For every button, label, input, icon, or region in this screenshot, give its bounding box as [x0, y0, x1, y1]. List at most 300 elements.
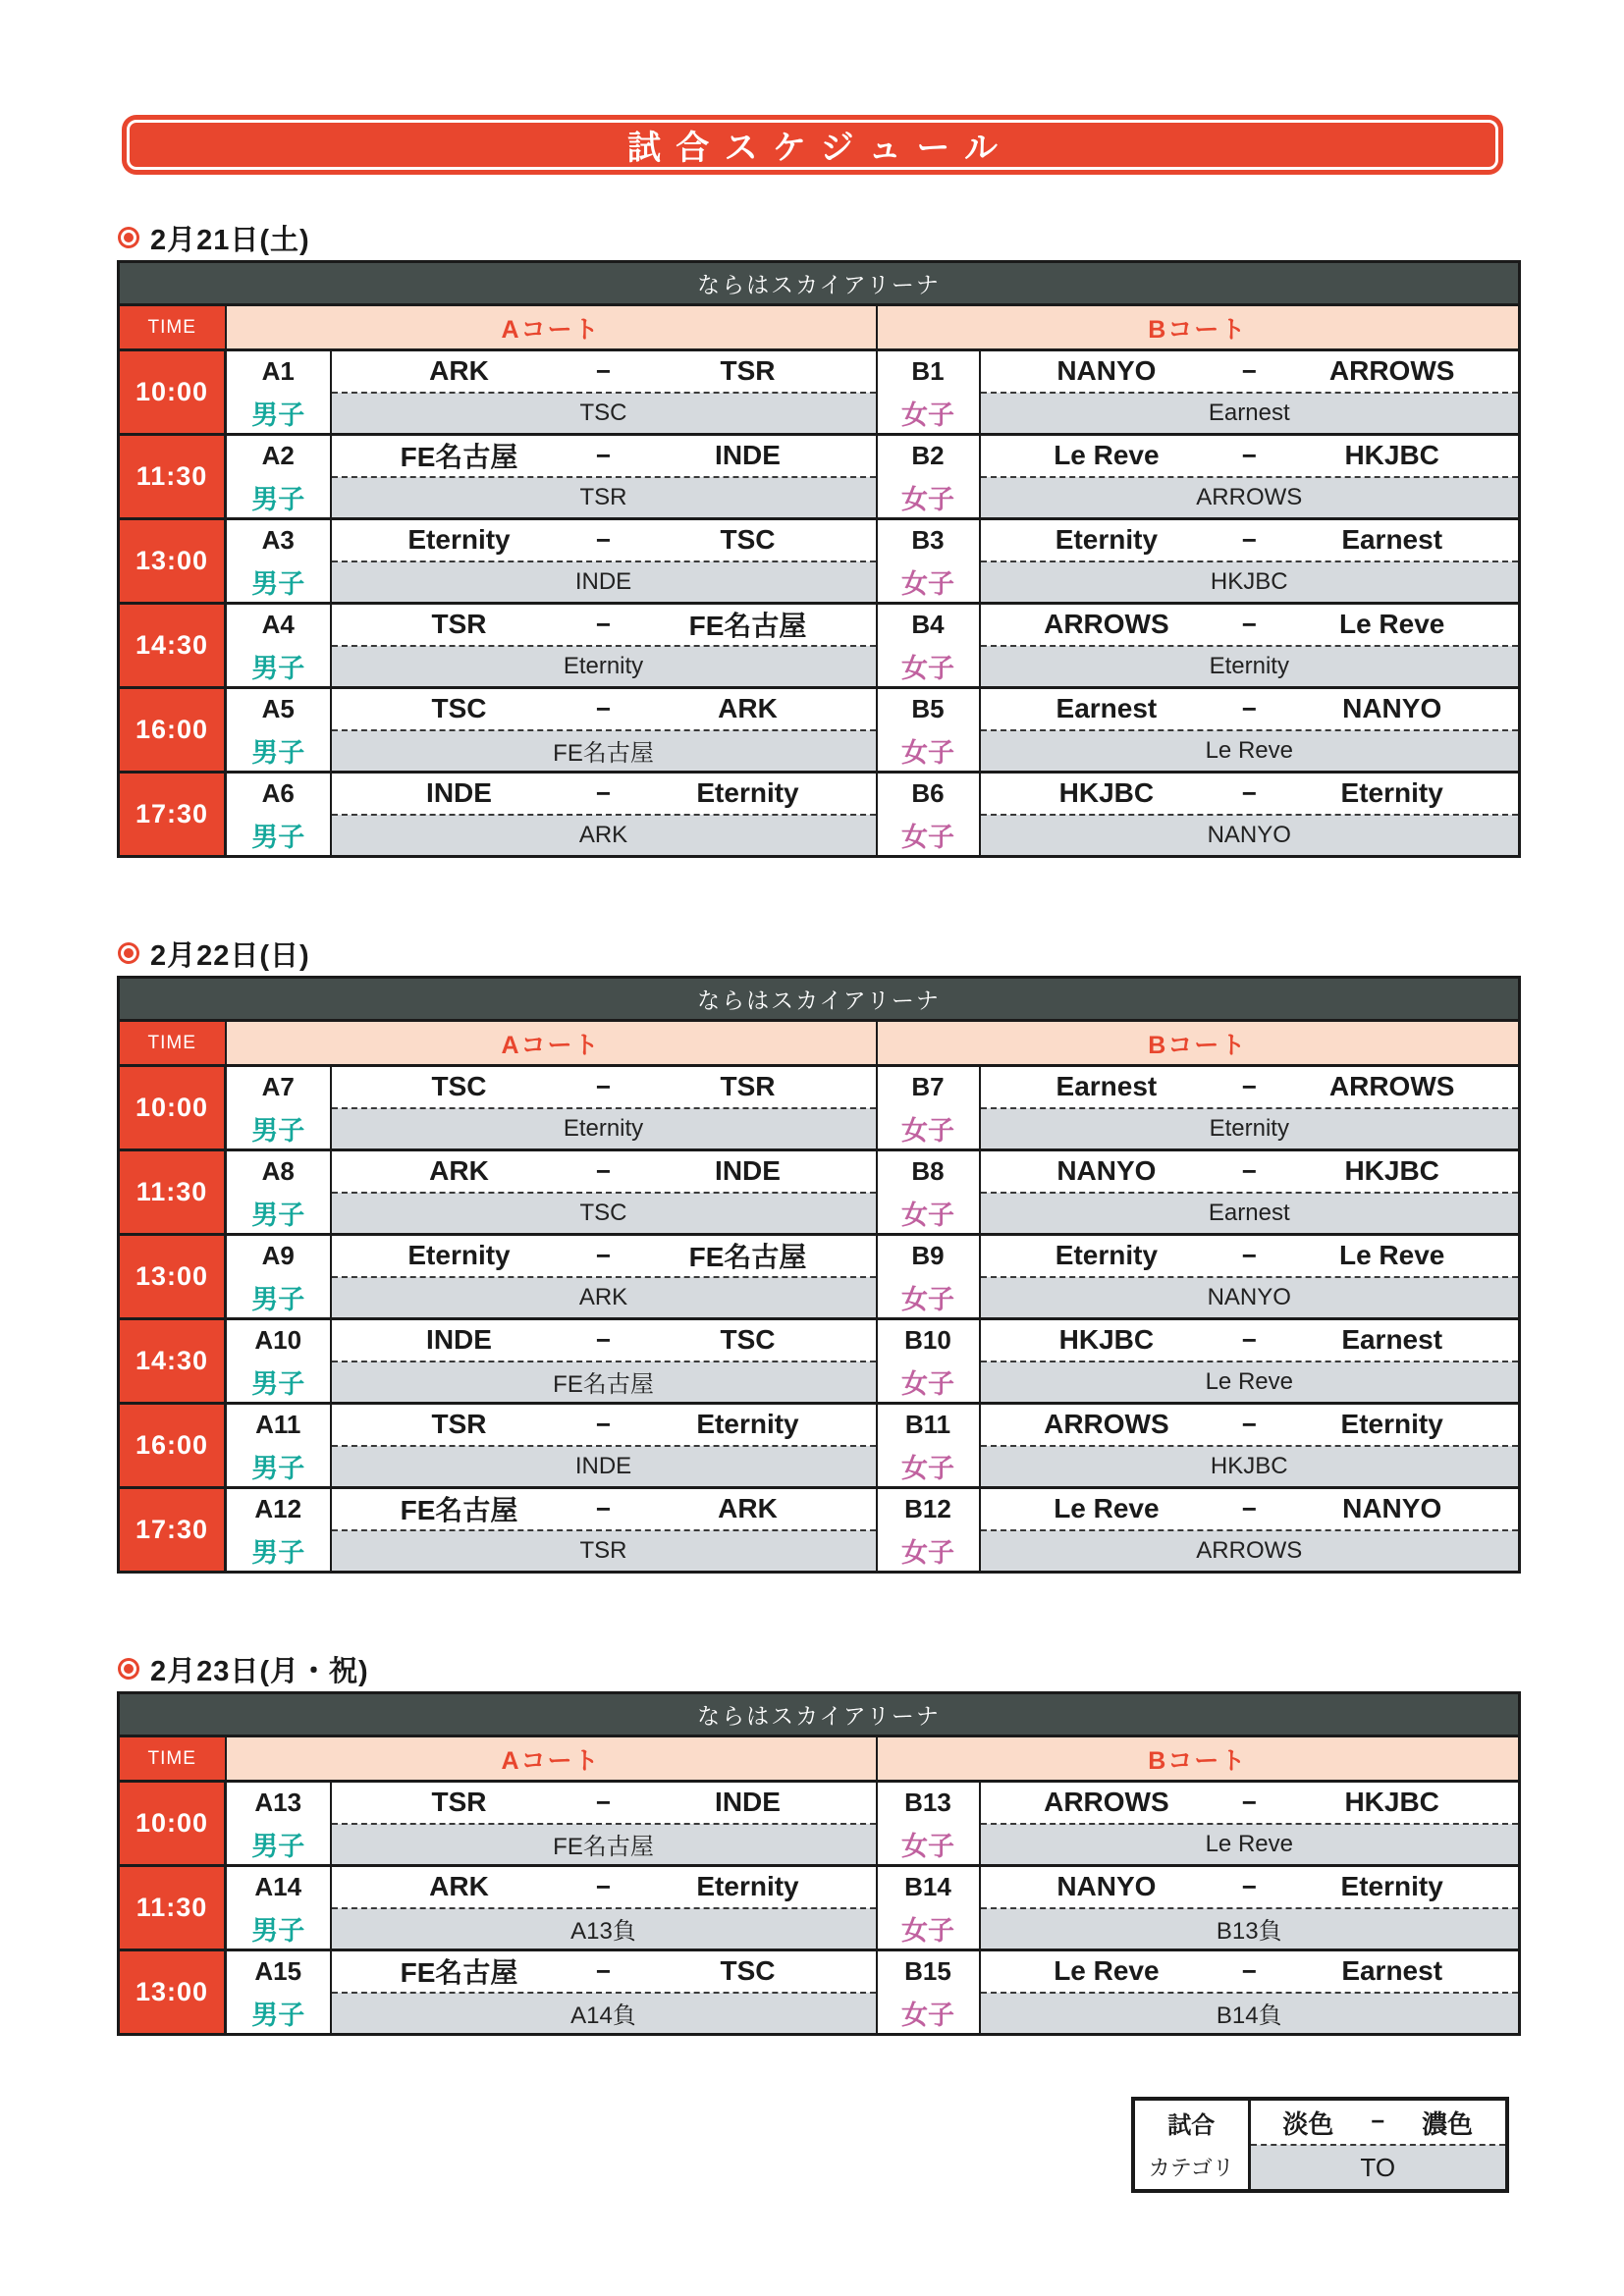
match-a — [331, 1866, 877, 1908]
match-a — [331, 519, 877, 561]
time-cell: 14:30 — [119, 1319, 226, 1404]
team-a-home: ARK — [429, 1155, 489, 1187]
date-bullet-icon — [121, 1661, 136, 1677]
team-b-away: HKJBC — [1344, 440, 1439, 471]
gender-a: 男子 — [226, 1193, 331, 1235]
team-b-away: Earnest — [1341, 1324, 1443, 1356]
vs-dash: − — [595, 1493, 612, 1523]
referee-row — [119, 477, 1520, 519]
time-column-header: TIME — [119, 1021, 226, 1066]
gender-b: 女子 — [877, 1530, 980, 1573]
match-row — [119, 350, 1520, 393]
match-b — [980, 604, 1520, 646]
legend-match-row — [1133, 2099, 1507, 2145]
referee-a: ARK — [331, 815, 877, 857]
team-b-away: Earnest — [1341, 524, 1443, 556]
vs-dash: − — [595, 1871, 612, 1901]
referee-b: NANYO — [980, 815, 1520, 857]
team-b-home: NANYO — [1056, 1871, 1157, 1902]
vs-dash: − — [595, 1955, 612, 1986]
referee-a: ARK — [331, 1277, 877, 1319]
vs-dash: − — [1241, 1409, 1257, 1439]
vs-dash: − — [1241, 693, 1257, 723]
referee-row — [119, 1530, 1520, 1573]
match-id-a: A1 — [226, 350, 331, 393]
referee-b: Eternity — [980, 646, 1520, 688]
team-a-away: Eternity — [696, 1871, 799, 1902]
match-row — [119, 604, 1520, 646]
match-b-flex — [991, 1155, 1509, 1187]
match-id-b: B8 — [877, 1150, 980, 1193]
match-row — [119, 773, 1520, 815]
match-row — [119, 1866, 1520, 1908]
team-a-home: TSR — [431, 1787, 487, 1818]
gender-a: 男子 — [226, 477, 331, 519]
vs-dash: − — [1241, 609, 1257, 639]
match-b-flex — [991, 693, 1509, 724]
match-id-b: B9 — [877, 1235, 980, 1277]
gender-b: 女子 — [877, 477, 980, 519]
vs-dash: − — [1241, 524, 1257, 555]
page-title: 試合スケジュール — [626, 130, 1013, 167]
match-a-flex — [342, 436, 866, 475]
referee-b: ARROWS — [980, 477, 1520, 519]
team-a-home: INDE — [426, 1324, 492, 1356]
team-a-away: TSC — [720, 1955, 776, 1987]
team-b-away: ARROWS — [1328, 355, 1455, 387]
match-b-flex — [991, 1071, 1509, 1102]
match-id-a: A6 — [226, 773, 331, 815]
match-a-flex — [342, 777, 866, 809]
court-b-header: Bコート — [877, 1736, 1520, 1782]
match-a-flex — [342, 1871, 866, 1902]
referee-b: Le Reve — [980, 730, 1520, 773]
referee-row — [119, 1108, 1520, 1150]
date-heading — [117, 221, 1518, 254]
date-label: 2月23日(月・祝) — [150, 1655, 369, 1687]
gender-b: 女子 — [877, 1993, 980, 2035]
team-b-home: NANYO — [1056, 355, 1157, 387]
date-bullet-icon — [121, 230, 136, 245]
vs-dash: − — [1241, 777, 1257, 808]
time-cell: 10:00 — [119, 350, 226, 435]
referee-a: A13負 — [331, 1908, 877, 1950]
referee-b: Earnest — [980, 1193, 1520, 1235]
team-b-away: Eternity — [1340, 1409, 1443, 1440]
day-section — [117, 936, 1518, 1574]
gender-b: 女子 — [877, 1908, 980, 1950]
match-b — [980, 688, 1520, 730]
schedule-table — [117, 260, 1521, 858]
match-id-b: B3 — [877, 519, 980, 561]
team-b-home: ARROWS — [1044, 609, 1169, 640]
match-row — [119, 1488, 1520, 1530]
match-b — [980, 1488, 1520, 1530]
match-row — [119, 1235, 1520, 1277]
team-a-home: ARK — [429, 355, 489, 387]
time-cell: 16:00 — [119, 1404, 226, 1488]
match-b — [980, 1066, 1520, 1108]
referee-b: Earnest — [980, 393, 1520, 435]
column-header-row — [119, 305, 1520, 350]
match-id-b: B14 — [877, 1866, 980, 1908]
match-a — [331, 1066, 877, 1108]
vs-dash: − — [1241, 355, 1257, 386]
referee-b: HKJBC — [980, 1446, 1520, 1488]
vs-dash: − — [595, 440, 612, 470]
gender-b: 女子 — [877, 1362, 980, 1404]
team-a-away: TSR — [720, 1071, 776, 1102]
date-label: 2月22日(日) — [150, 939, 310, 972]
vs-dash: − — [595, 609, 612, 639]
referee-row — [119, 1193, 1520, 1235]
gender-b: 女子 — [877, 1108, 980, 1150]
match-b-flex — [991, 1493, 1509, 1524]
gender-a: 男子 — [226, 1824, 331, 1866]
match-row — [119, 1319, 1520, 1362]
legend-table — [1131, 2097, 1509, 2193]
referee-b: Eternity — [980, 1108, 1520, 1150]
match-a — [331, 1404, 877, 1446]
venue-header: ならはスカイアリーナ — [119, 262, 1520, 305]
team-a-home: ARK — [429, 1871, 489, 1902]
team-a-away: FE名古屋 — [688, 611, 807, 642]
match-b — [980, 773, 1520, 815]
venue-row — [119, 1693, 1520, 1736]
match-id-b: B2 — [877, 435, 980, 477]
vs-dash: − — [595, 693, 612, 723]
referee-a: FE名古屋 — [331, 1362, 877, 1404]
time-cell: 14:30 — [119, 604, 226, 688]
date-label: 2月21日(土) — [150, 224, 310, 256]
match-id-a: A5 — [226, 688, 331, 730]
gender-b: 女子 — [877, 1824, 980, 1866]
vs-dash: − — [1241, 1955, 1257, 1986]
match-b-flex — [991, 777, 1509, 809]
venue-header: ならはスカイアリーナ — [119, 978, 1520, 1021]
team-b-away: Le Reve — [1338, 1240, 1445, 1271]
referee-row — [119, 1446, 1520, 1488]
match-id-b: B11 — [877, 1404, 980, 1446]
day-sections — [0, 221, 1624, 2036]
match-a-flex — [342, 1787, 866, 1818]
column-header-row — [119, 1736, 1520, 1782]
time-column-header: TIME — [119, 305, 226, 350]
referee-a: TSC — [331, 1193, 877, 1235]
team-b-away: Eternity — [1340, 1871, 1443, 1902]
match-id-a: A8 — [226, 1150, 331, 1193]
referee-a: A14負 — [331, 1993, 877, 2035]
match-b-flex — [991, 1787, 1509, 1818]
gender-a: 男子 — [226, 561, 331, 604]
gender-b: 女子 — [877, 1446, 980, 1488]
court-a-header: Aコート — [226, 1736, 877, 1782]
vs-dash: − — [595, 355, 612, 386]
gender-b: 女子 — [877, 1193, 980, 1235]
team-b-home: ARROWS — [1044, 1409, 1169, 1440]
schedule-body — [119, 350, 1520, 857]
team-a-away: TSC — [720, 1324, 776, 1356]
team-b-away: HKJBC — [1344, 1787, 1439, 1818]
match-id-a: A7 — [226, 1066, 331, 1108]
team-b-home: NANYO — [1056, 1155, 1157, 1187]
match-a-flex — [342, 524, 866, 556]
team-a-away: TSC — [720, 524, 776, 556]
time-cell: 17:30 — [119, 1488, 226, 1573]
time-cell: 11:30 — [119, 435, 226, 519]
match-a — [331, 1782, 877, 1824]
match-id-b: B4 — [877, 604, 980, 646]
referee-b: NANYO — [980, 1277, 1520, 1319]
match-b-flex — [991, 609, 1509, 640]
legend-light-label: 淡色 — [1282, 2109, 1334, 2139]
referee-b: B13負 — [980, 1908, 1520, 1950]
match-b — [980, 1404, 1520, 1446]
vs-dash: − — [595, 524, 612, 555]
match-id-b: B7 — [877, 1066, 980, 1108]
gender-b: 女子 — [877, 393, 980, 435]
team-b-away: NANYO — [1342, 693, 1442, 724]
team-a-away: INDE — [715, 1787, 781, 1818]
match-b — [980, 350, 1520, 393]
team-a-home: Eternity — [407, 524, 511, 556]
referee-b: B14負 — [980, 1993, 1520, 2035]
match-row — [119, 1066, 1520, 1108]
vs-dash: − — [595, 1324, 612, 1355]
team-b-home: Earnest — [1056, 693, 1158, 724]
team-a-home: Eternity — [407, 1240, 511, 1271]
schedule-table — [117, 976, 1521, 1574]
referee-a: TSR — [331, 477, 877, 519]
legend-category-label: カテゴリ — [1133, 2145, 1249, 2191]
match-a-flex — [342, 1071, 866, 1102]
court-b-header: Bコート — [877, 305, 1520, 350]
team-b-home: Le Reve — [1054, 1955, 1160, 1987]
gender-a: 男子 — [226, 1362, 331, 1404]
legend-area — [0, 2097, 1624, 2193]
vs-dash: − — [1241, 440, 1257, 470]
legend-match-format — [1249, 2099, 1507, 2145]
referee-row — [119, 730, 1520, 773]
referee-a: Eternity — [331, 1108, 877, 1150]
match-b — [980, 1319, 1520, 1362]
match-a-flex — [342, 1324, 866, 1356]
match-row — [119, 1782, 1520, 1824]
match-a — [331, 350, 877, 393]
day-section — [117, 1652, 1518, 2036]
team-a-away: TSR — [720, 355, 776, 387]
page-title-banner — [122, 115, 1503, 175]
referee-row — [119, 1277, 1520, 1319]
team-a-home: TSR — [431, 1409, 487, 1440]
vs-dash: − — [1241, 1071, 1257, 1101]
time-cell: 11:30 — [119, 1866, 226, 1950]
match-row — [119, 1404, 1520, 1446]
match-a-flex — [342, 605, 866, 644]
team-b-home: Eternity — [1055, 1240, 1159, 1271]
team-a-home: TSR — [431, 609, 487, 640]
referee-b: Le Reve — [980, 1824, 1520, 1866]
referee-row — [119, 646, 1520, 688]
time-cell: 17:30 — [119, 773, 226, 857]
vs-dash: − — [595, 1071, 612, 1101]
match-b — [980, 519, 1520, 561]
team-a-home: FE名古屋 — [400, 442, 518, 473]
match-row — [119, 1150, 1520, 1193]
time-cell: 10:00 — [119, 1066, 226, 1150]
team-a-home: TSC — [431, 693, 487, 724]
referee-row — [119, 393, 1520, 435]
match-row — [119, 688, 1520, 730]
match-a — [331, 1319, 877, 1362]
match-b — [980, 1866, 1520, 1908]
schedule-body — [119, 1782, 1520, 2035]
match-a — [331, 435, 877, 477]
match-id-a: A3 — [226, 519, 331, 561]
match-b-flex — [991, 440, 1509, 471]
match-id-b: B15 — [877, 1950, 980, 1993]
legend-category-value: TO — [1249, 2145, 1507, 2191]
gender-b: 女子 — [877, 1277, 980, 1319]
match-b-flex — [991, 1409, 1509, 1440]
day-section — [117, 221, 1518, 858]
match-a — [331, 688, 877, 730]
vs-dash: − — [1241, 1871, 1257, 1901]
team-b-away: Earnest — [1341, 1955, 1443, 1987]
court-a-header: Aコート — [226, 305, 877, 350]
referee-row — [119, 1993, 1520, 2035]
venue-row — [119, 262, 1520, 305]
legend-vs-dash: − — [1371, 2109, 1385, 2135]
team-b-home: HKJBC — [1058, 777, 1155, 809]
gender-a: 男子 — [226, 393, 331, 435]
court-a-header: Aコート — [226, 1021, 877, 1066]
match-a-flex — [342, 1951, 866, 1991]
match-a — [331, 1150, 877, 1193]
match-b-flex — [991, 1240, 1509, 1271]
match-id-a: A11 — [226, 1404, 331, 1446]
match-b-flex — [991, 1324, 1509, 1356]
match-id-a: A10 — [226, 1319, 331, 1362]
referee-a: Eternity — [331, 646, 877, 688]
team-b-home: ARROWS — [1044, 1787, 1169, 1818]
referee-row — [119, 1908, 1520, 1950]
time-column-header: TIME — [119, 1736, 226, 1782]
team-b-home: Le Reve — [1054, 440, 1160, 471]
match-id-b: B6 — [877, 773, 980, 815]
match-a — [331, 1235, 877, 1277]
match-id-b: B10 — [877, 1319, 980, 1362]
gender-a: 男子 — [226, 815, 331, 857]
vs-dash: − — [595, 1155, 612, 1186]
team-a-home: INDE — [426, 777, 492, 809]
team-a-away: INDE — [715, 440, 781, 471]
schedule-body — [119, 1066, 1520, 1573]
gender-a: 男子 — [226, 1530, 331, 1573]
team-b-home: Eternity — [1055, 524, 1159, 556]
team-b-home: Earnest — [1056, 1071, 1158, 1102]
match-a — [331, 773, 877, 815]
match-b-flex — [991, 524, 1509, 556]
gender-b: 女子 — [877, 561, 980, 604]
team-b-away: NANYO — [1342, 1493, 1442, 1524]
referee-a: TSR — [331, 1530, 877, 1573]
gender-a: 男子 — [226, 1277, 331, 1319]
team-b-home: HKJBC — [1058, 1324, 1155, 1356]
date-heading — [117, 1652, 1518, 1685]
team-b-away: Eternity — [1340, 777, 1443, 809]
gender-b: 女子 — [877, 730, 980, 773]
time-cell: 13:00 — [119, 1950, 226, 2035]
referee-row — [119, 561, 1520, 604]
match-b-flex — [991, 1871, 1509, 1902]
vs-dash: − — [1241, 1493, 1257, 1523]
gender-a: 男子 — [226, 1908, 331, 1950]
time-cell: 10:00 — [119, 1782, 226, 1866]
vs-dash: − — [1241, 1155, 1257, 1186]
team-b-home: Le Reve — [1054, 1493, 1160, 1524]
team-b-away: HKJBC — [1344, 1155, 1439, 1187]
legend-match-label: 試合 — [1133, 2099, 1249, 2145]
match-id-a: A4 — [226, 604, 331, 646]
team-a-away: Eternity — [696, 777, 799, 809]
legend-dark-label: 濃色 — [1422, 2109, 1474, 2139]
match-id-b: B12 — [877, 1488, 980, 1530]
match-id-a: A13 — [226, 1782, 331, 1824]
match-b — [980, 435, 1520, 477]
schedule-table — [117, 1691, 1521, 2036]
vs-dash: − — [1241, 1324, 1257, 1355]
referee-a: INDE — [331, 561, 877, 604]
team-a-home: TSC — [431, 1071, 487, 1102]
time-cell: 13:00 — [119, 519, 226, 604]
match-a-flex — [342, 1489, 866, 1528]
match-a-flex — [342, 1236, 866, 1275]
match-row — [119, 1950, 1520, 1993]
match-row — [119, 519, 1520, 561]
referee-row — [119, 1362, 1520, 1404]
court-b-header: Bコート — [877, 1021, 1520, 1066]
vs-dash: − — [1241, 1240, 1257, 1270]
match-a-flex — [342, 1155, 866, 1187]
gender-b: 女子 — [877, 815, 980, 857]
referee-row — [119, 815, 1520, 857]
gender-a: 男子 — [226, 646, 331, 688]
vs-dash: − — [595, 1409, 612, 1439]
referee-row — [119, 1824, 1520, 1866]
date-bullet-icon — [121, 945, 136, 961]
match-id-b: B13 — [877, 1782, 980, 1824]
referee-a: FE名古屋 — [331, 730, 877, 773]
venue-row — [119, 978, 1520, 1021]
match-b — [980, 1235, 1520, 1277]
team-a-away: ARK — [718, 693, 778, 724]
match-id-a: A12 — [226, 1488, 331, 1530]
match-row — [119, 435, 1520, 477]
match-a — [331, 1488, 877, 1530]
vs-dash: − — [595, 1240, 612, 1270]
vs-dash: − — [595, 777, 612, 808]
team-a-away: INDE — [715, 1155, 781, 1187]
referee-a: TSC — [331, 393, 877, 435]
gender-a: 男子 — [226, 1993, 331, 2035]
match-id-a: A14 — [226, 1866, 331, 1908]
team-a-home: FE名古屋 — [400, 1495, 518, 1526]
venue-header: ならはスカイアリーナ — [119, 1693, 1520, 1736]
match-id-b: B5 — [877, 688, 980, 730]
gender-b: 女子 — [877, 646, 980, 688]
match-id-a: A15 — [226, 1950, 331, 1993]
